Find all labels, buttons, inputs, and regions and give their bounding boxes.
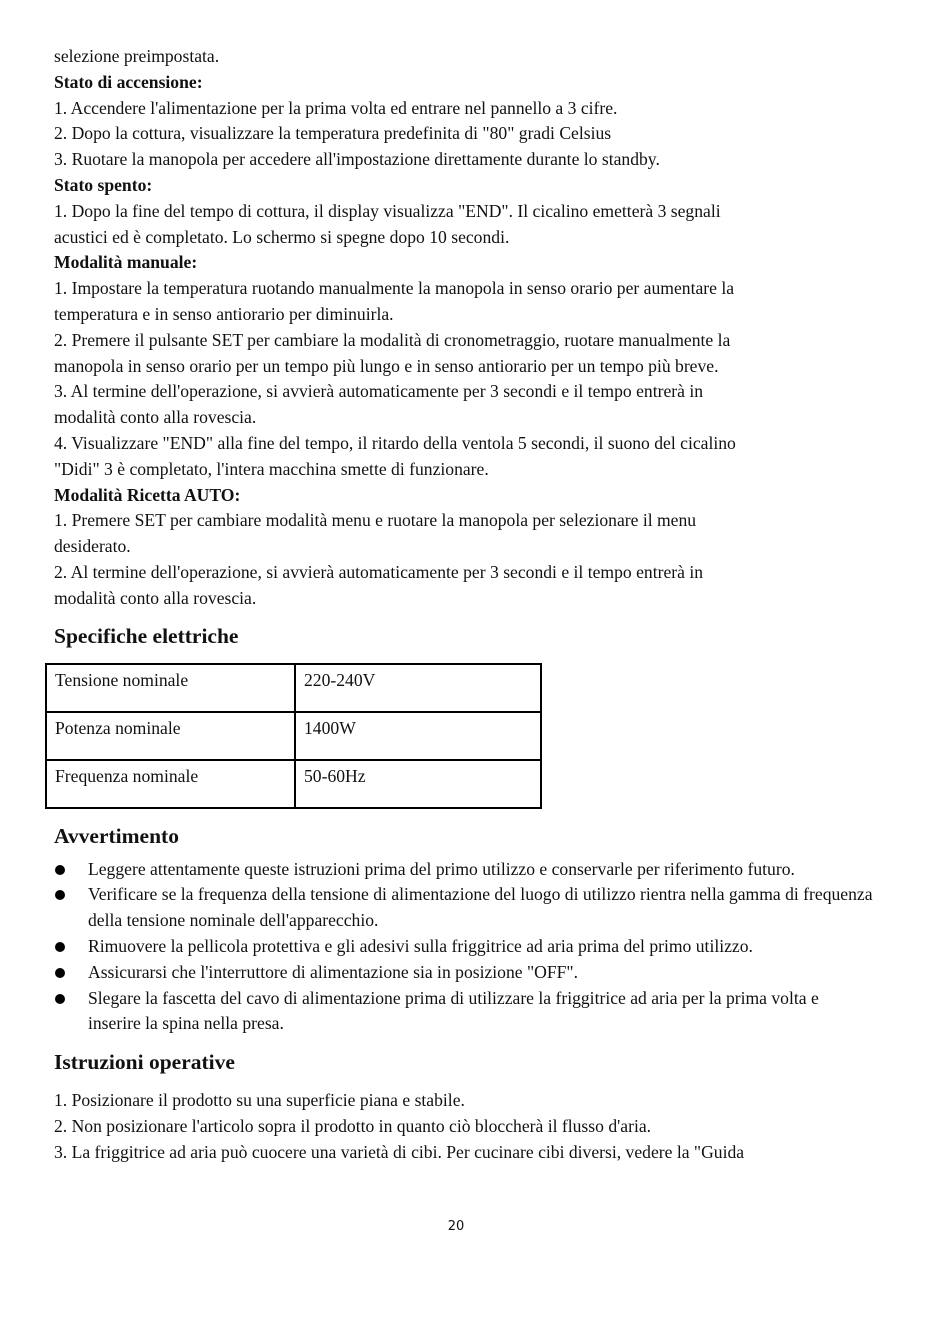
accensione-line-1: 1. Accendere l'alimentazione per la prima volta ed entrare nel pannello a 3 cifre.: [54, 97, 618, 118]
subheading-spento: Stato spento:: [54, 174, 153, 195]
istruzioni-line-2: 2. Non posizionare l'articolo sopra il prodotto in quanto ciò bloccherà il flusso d'aria.: [54, 1115, 652, 1136]
istruzioni-line-3: 3. La friggitrice ad aria può cuocere una varietà di cibi. Per cucinare cibi diversi, vedere la "Guida: [54, 1141, 745, 1162]
bullet-icon: [55, 865, 65, 875]
warning-text: Leggere attentamente queste istruzioni prima del primo utilizzo e conservarle per riferimento futuro.: [88, 858, 795, 879]
list-item: [54, 934, 874, 960]
spec-label: Frequenza nominale: [46, 760, 295, 808]
spento-line-1: 1. Dopo la fine del tempo di cottura, il display visualizza "END". Il cicalino emetterà 3 segnali: [54, 200, 721, 221]
spec-label: Potenza nominale: [46, 712, 295, 760]
manuale-line-3: 2. Premere il pulsante SET per cambiare la modalità di cronometraggio, ruotare manualmente la: [54, 329, 731, 350]
section-title-istruzioni: Istruzioni operative: [54, 1050, 235, 1075]
subheading-ricetta: Modalità Ricetta AUTO:: [54, 484, 241, 505]
warning-text: Slegare la fascetta del cavo di alimentazione prima di utilizzare la friggitrice ad aria per la prima volta e inserire la spina nella presa.: [88, 987, 819, 1034]
list-item: [54, 986, 874, 1038]
spec-label: Tensione nominale: [46, 664, 295, 712]
intro-line: selezione preimpostata.: [54, 46, 220, 66]
manuale-line-7: 4. Visualizzare "END" alla fine del tempo, il ritardo della ventola 5 secondi, il suono del cicalino: [54, 432, 736, 453]
table-row: [46, 664, 541, 712]
manuale-line-4: manopola in senso orario per un tempo più lungo e in senso antiorario per un tempo più breve.: [54, 355, 719, 376]
bullet-icon: [55, 968, 65, 978]
manuale-line-8: "Didi" 3 è completato, l'intera macchina smette di funzionare.: [54, 458, 489, 479]
ricetta-line-1: 1. Premere SET per cambiare modalità menu e ruotare la manopola per selezionare il menu: [54, 510, 697, 531]
list-item: [54, 857, 874, 883]
list-item: [54, 960, 874, 986]
warning-text: Assicurarsi che l'interruttore di alimentazione sia in posizione "OFF".: [88, 961, 579, 982]
list-item: [54, 882, 874, 934]
bullet-icon: [55, 890, 65, 900]
subheading-manuale: Modalità manuale:: [54, 252, 198, 273]
spec-value: 50-60Hz: [295, 760, 541, 808]
spento-line-2: acustici ed è completato. Lo schermo si spegne dopo 10 secondi.: [54, 226, 510, 247]
warning-text: Verificare se la frequenza della tensione di alimentazione del luogo di utilizzo rientra nella gamma di frequenza della tensione nominale dell'apparecchio.: [88, 884, 873, 931]
istruzioni-line-1: 1. Posizionare il prodotto su una superficie piana e stabile.: [54, 1090, 465, 1111]
table-row: [46, 712, 541, 760]
spec-table: [45, 663, 542, 809]
ricetta-line-2: desiderato.: [54, 536, 131, 557]
ricetta-line-3: 2. Al termine dell'operazione, si avvierà automaticamente per 3 secondi e il tempo entrerà in: [54, 561, 704, 582]
warning-text: Rimuovere la pellicola protettiva e gli adesivi sulla friggitrice ad aria prima del primo utilizzo.: [88, 935, 753, 956]
warning-list: [54, 857, 874, 1038]
section-title-avvertimento: Avvertimento: [54, 823, 179, 848]
manuale-line-5: 3. Al termine dell'operazione, si avvierà automaticamente per 3 secondi e il tempo entrerà in: [54, 381, 704, 402]
spec-value: 1400W: [295, 712, 541, 760]
subheading-accensione: Stato di accensione:: [54, 71, 203, 92]
bullet-icon: [55, 994, 65, 1004]
manuale-line-2: temperatura e in senso antiorario per diminuirla.: [54, 303, 394, 324]
accensione-line-3: 3. Ruotare la manopola per accedere all'impostazione direttamente durante lo standby.: [54, 149, 660, 170]
ricetta-line-4: modalità conto alla rovescia.: [54, 587, 257, 608]
manuale-line-6: modalità conto alla rovescia.: [54, 407, 257, 428]
bullet-icon: [55, 942, 65, 952]
table-row: [46, 760, 541, 808]
section-title-specifiche: Specifiche elettriche: [54, 623, 239, 648]
accensione-line-2: 2. Dopo la cottura, visualizzare la temperatura predefinita di "80" gradi Celsius: [54, 123, 612, 144]
spec-value: 220-240V: [295, 664, 541, 712]
manuale-line-1: 1. Impostare la temperatura ruotando manualmente la manopola in senso orario per aumentare la: [54, 278, 735, 299]
page-number: 20: [447, 1219, 465, 1234]
document-page: [54, 44, 874, 1166]
